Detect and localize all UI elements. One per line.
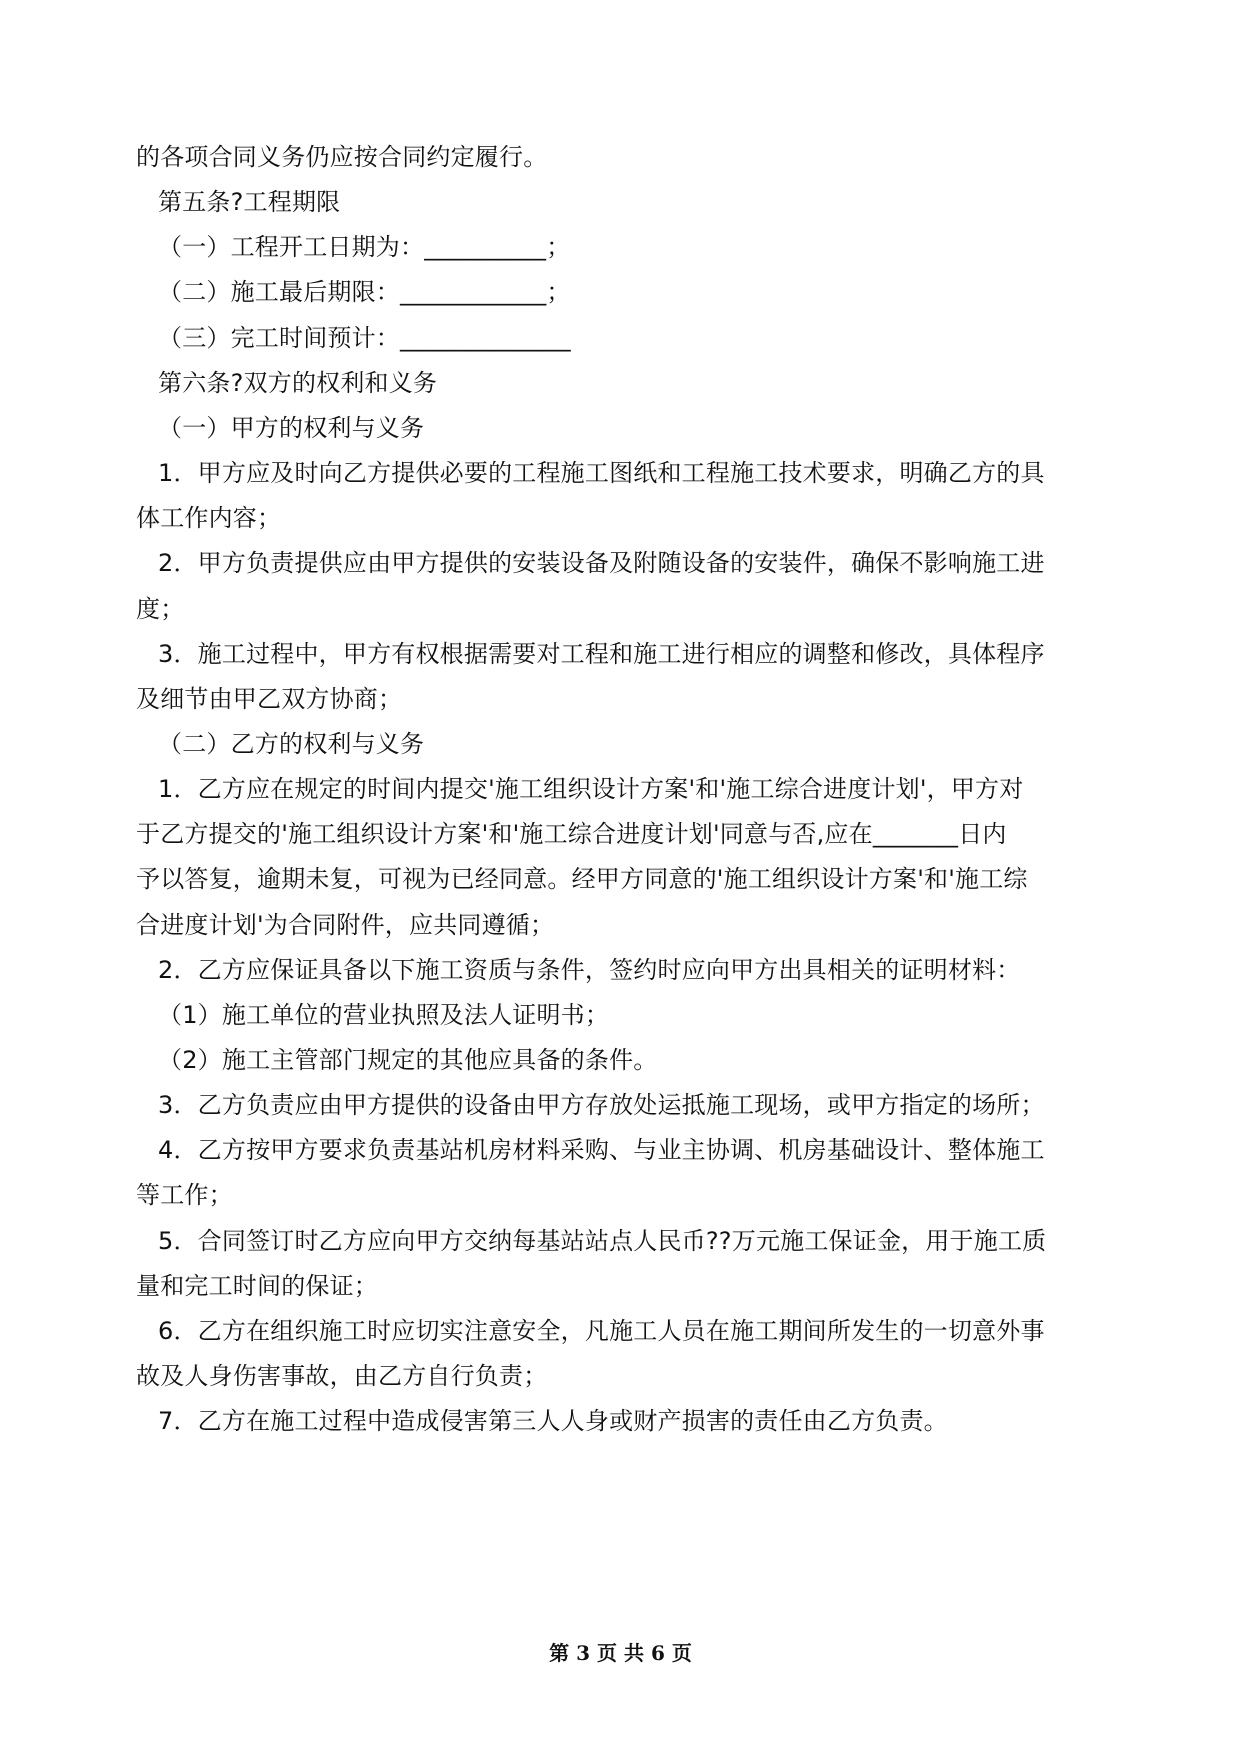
text-line: 5．合同签订时乙方应向甲方交纳每基站站点人民币??万元施工保证金，用于施工质: [158, 1227, 1047, 1255]
text-line: 1．乙方应在规定的时间内提交'施工组织设计方案'和'施工综合进度计划'，甲方对: [158, 775, 1024, 803]
text-line: （1）施工单位的营业执照及法人证明书；: [158, 1001, 610, 1029]
text-line: 2．乙方应保证具备以下施工资质与条件，签约时应向甲方出具相关的证明材料：: [158, 956, 1021, 984]
text-line: 及细节由甲乙双方协商；: [136, 685, 403, 713]
text-line: 1．甲方应及时向乙方提供必要的工程施工图纸和工程施工技术要求，明确乙方的具: [158, 459, 1045, 487]
text-line: 等工作；: [136, 1181, 233, 1209]
text-line: 7．乙方在施工过程中造成侵害第三人人身或财产损害的责任由乙方负责。: [158, 1407, 948, 1435]
text-line: 3．乙方负责应由甲方提供的设备由甲方存放处运抵施工现场，或甲方指定的场所；: [158, 1091, 1045, 1119]
text-line: 度；: [136, 595, 185, 623]
page-footer: 第 3 页 共 6 页: [549, 1641, 692, 1665]
text-line: 的各项合同义务仍应按合同约定履行。: [136, 143, 548, 171]
text-line: （一）工程开工日期为：__________；: [158, 233, 571, 261]
text-line: （三）完工时间预计：______________: [158, 324, 571, 352]
text-line: 第六条?双方的权利和义务: [158, 369, 438, 397]
text-line: 量和完工时间的保证；: [136, 1272, 378, 1300]
text-line: 4．乙方按甲方要求负责基站机房材料采购、与业主协调、机房基础设计、整体施工: [158, 1136, 1045, 1164]
text-line: （2）施工主管部门规定的其他应具备的条件。: [158, 1046, 658, 1074]
text-line: （一）甲方的权利与义务: [158, 414, 425, 442]
text-line: 于乙方提交的'施工组织设计方案'和'施工综合进度计划'同意与否,应在_______日内: [136, 820, 1007, 848]
text-line: 第五条?工程期限: [158, 188, 341, 216]
text-line: 予以答复，逾期未复，可视为已经同意。经甲方同意的'施工组织设计方案'和'施工综: [136, 865, 1028, 893]
text-line: 体工作内容；: [136, 504, 282, 532]
text-line: 3．施工过程中，甲方有权根据需要对工程和施工进行相应的调整和修改，具体程序: [158, 640, 1045, 668]
text-line: 合进度计划'为合同附件，应共同遵循；: [136, 911, 555, 939]
text-line: 2．甲方负责提供应由甲方提供的安装设备及附随设备的安装件，确保不影响施工进: [158, 549, 1045, 577]
text-line: 6．乙方在组织施工时应切实注意安全，凡施工人员在施工期间所发生的一切意外事: [158, 1317, 1045, 1345]
text-line: （二）乙方的权利与义务: [158, 730, 425, 758]
text-line: （二）施工最后期限：____________；: [158, 278, 571, 306]
text-line: 故及人身伤害事故，由乙方自行负责；: [136, 1362, 548, 1390]
